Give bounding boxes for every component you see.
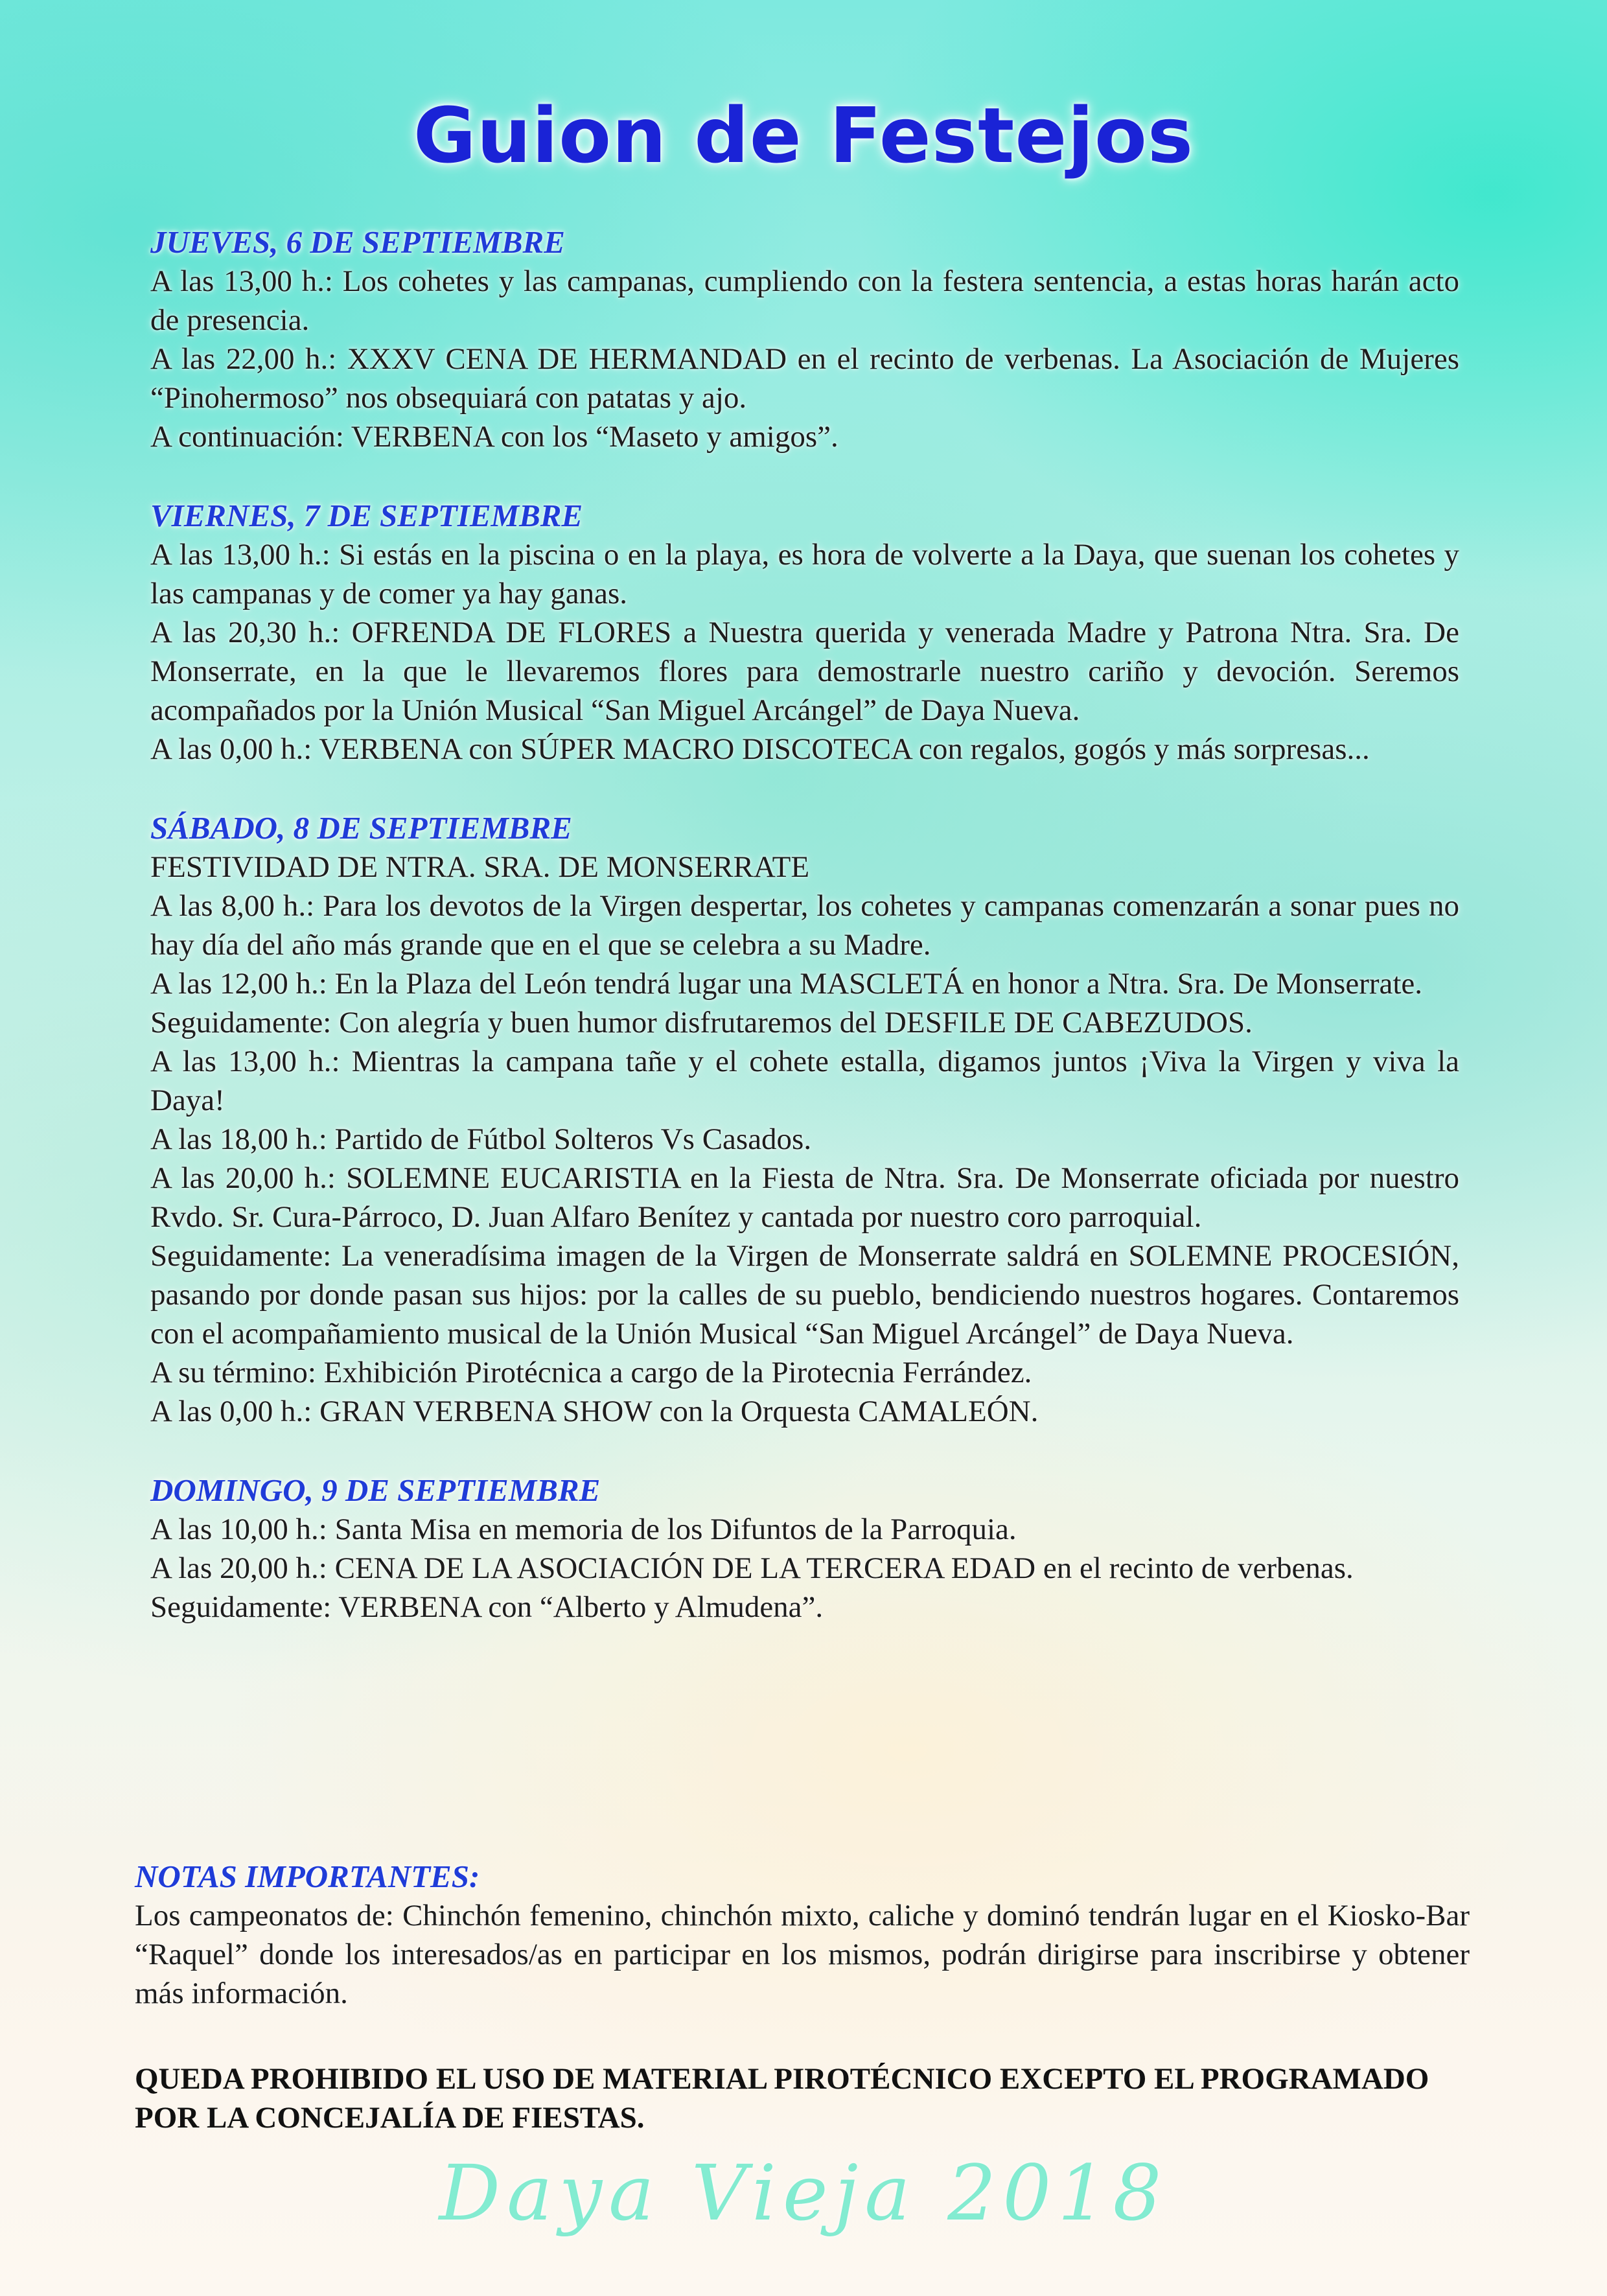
day-heading: DOMINGO, 9 DE SEPTIEMBRE: [150, 1472, 601, 1508]
event-line: A las 20,30 h.: OFRENDA DE FLORES a Nuestra querida y venerada Madre y Patrona Ntra. Sra. De Monserrate, en la que le llevaremos flores para demostrarle nuestro cariño y devoción. Seremos acompañados por la Unión Musical “San Miguel Arcángel” de Daya Nueva.: [150, 616, 1459, 727]
event-line: A las 13,00 h.: Si estás en la piscina o en la playa, es hora de volverte a la Daya, que suenan los cohetes y las campanas y de comer ya hay ganas.: [150, 538, 1459, 610]
footer-signature: Daya Vieja 2018: [439, 2148, 1168, 2238]
important-notes: [135, 1857, 1470, 2013]
event-line: A las 22,00 h.: XXXV CENA DE HERMANDAD en el recinto de verbenas. La Asociación de Mujeres “Pinohermoso” nos obsequiará con patatas y ajo.: [150, 342, 1459, 415]
event-line: A su término: Exhibición Pirotécnica a cargo de la Pirotecnia Ferrández.: [150, 1356, 1032, 1389]
event-line: A las 8,00 h.: Para los devotos de la Virgen despertar, los cohetes y campanas comenzarán a sonar pues no hay día del año más grande que en el que se celebra a su Madre.: [150, 889, 1459, 962]
day-saturday: [150, 809, 1459, 1431]
schedule: [150, 223, 1459, 1667]
event-line: FESTIVIDAD DE NTRA. SRA. DE MONSERRATE: [150, 850, 810, 884]
event-line: Seguidamente: VERBENA con “Alberto y Almudena”.: [150, 1590, 824, 1624]
event-line: A las 0,00 h.: VERBENA con SÚPER MACRO DISCOTECA con regalos, gogós y más sorpresas...: [150, 732, 1370, 766]
event-line: Seguidamente: La veneradísima imagen de la Virgen de Monserrate saldrá en SOLEMNE PROCESIÓN, pasando por donde pasan sus hijos: por la calles de su pueblo, bendiciendo nuestros hogares. Contaremos con el acompañamiento musical de la Unión Musical “San Miguel Arcángel” de Daya Nueva.: [150, 1239, 1459, 1351]
event-line: A las 13,00 h.: Los cohetes y las campanas, cumpliendo con la festera sentencia, a estas horas harán acto de presencia.: [150, 264, 1459, 337]
event-line: A las 20,00 h.: SOLEMNE EUCARISTIA en la Fiesta de Ntra. Sra. De Monserrate oficiada por nuestro Rvdo. Sr. Cura-Párroco, D. Juan Alfaro Benítez y cantada por nuestro coro parroquial.: [150, 1161, 1459, 1234]
event-line: A las 20,00 h.: CENA DE LA ASOCIACIÓN DE LA TERCERA EDAD en el recinto de verbenas.: [150, 1551, 1354, 1585]
event-line: A continuación: VERBENA con los “Maseto y amigos”.: [150, 420, 838, 454]
day-heading: VIERNES, 7 DE SEPTIEMBRE: [150, 498, 583, 533]
event-line: A las 12,00 h.: En la Plaza del León tendrá lugar una MASCLETÁ en honor a Ntra. Sra. De Monserrate.: [150, 967, 1423, 1001]
day-friday: [150, 496, 1459, 769]
day-thursday: [150, 223, 1459, 456]
event-line: A las 18,00 h.: Partido de Fútbol Solteros Vs Casados.: [150, 1122, 812, 1156]
day-sunday: [150, 1471, 1459, 1627]
day-heading: JUEVES, 6 DE SEPTIEMBRE: [150, 224, 565, 260]
event-line: A las 0,00 h.: GRAN VERBENA SHOW con la Orquesta CAMALEÓN.: [150, 1395, 1039, 1428]
event-line: A las 13,00 h.: Mientras la campana tañe y el cohete estalla, digamos juntos ¡Viva la Virgen y viva la Daya!: [150, 1045, 1459, 1117]
pyrotechnics-warning: QUEDA PROHIBIDO EL USO DE MATERIAL PIROTÉCNICO EXCEPTO EL PROGRAMADO POR LA CONCEJALÍA DE FIESTAS.: [135, 2062, 1429, 2135]
page-title: Guion de Festejos: [413, 91, 1194, 180]
event-line: Seguidamente: Con alegría y buen humor disfrutaremos del DESFILE DE CABEZUDOS.: [150, 1006, 1253, 1039]
event-line: A las 10,00 h.: Santa Misa en memoria de los Difuntos de la Parroquia.: [150, 1513, 1017, 1546]
day-heading: SÁBADO, 8 DE SEPTIEMBRE: [150, 810, 572, 846]
notes-text: Los campeonatos de: Chinchón femenino, chinchón mixto, caliche y dominó tendrán lugar en el Kiosko-Bar “Raquel” donde los interesados/as en participar en los mismos, podrán dirigirse para inscribirse y obtener más información.: [135, 1899, 1470, 2010]
notes-heading: NOTAS IMPORTANTES:: [135, 1859, 480, 1894]
